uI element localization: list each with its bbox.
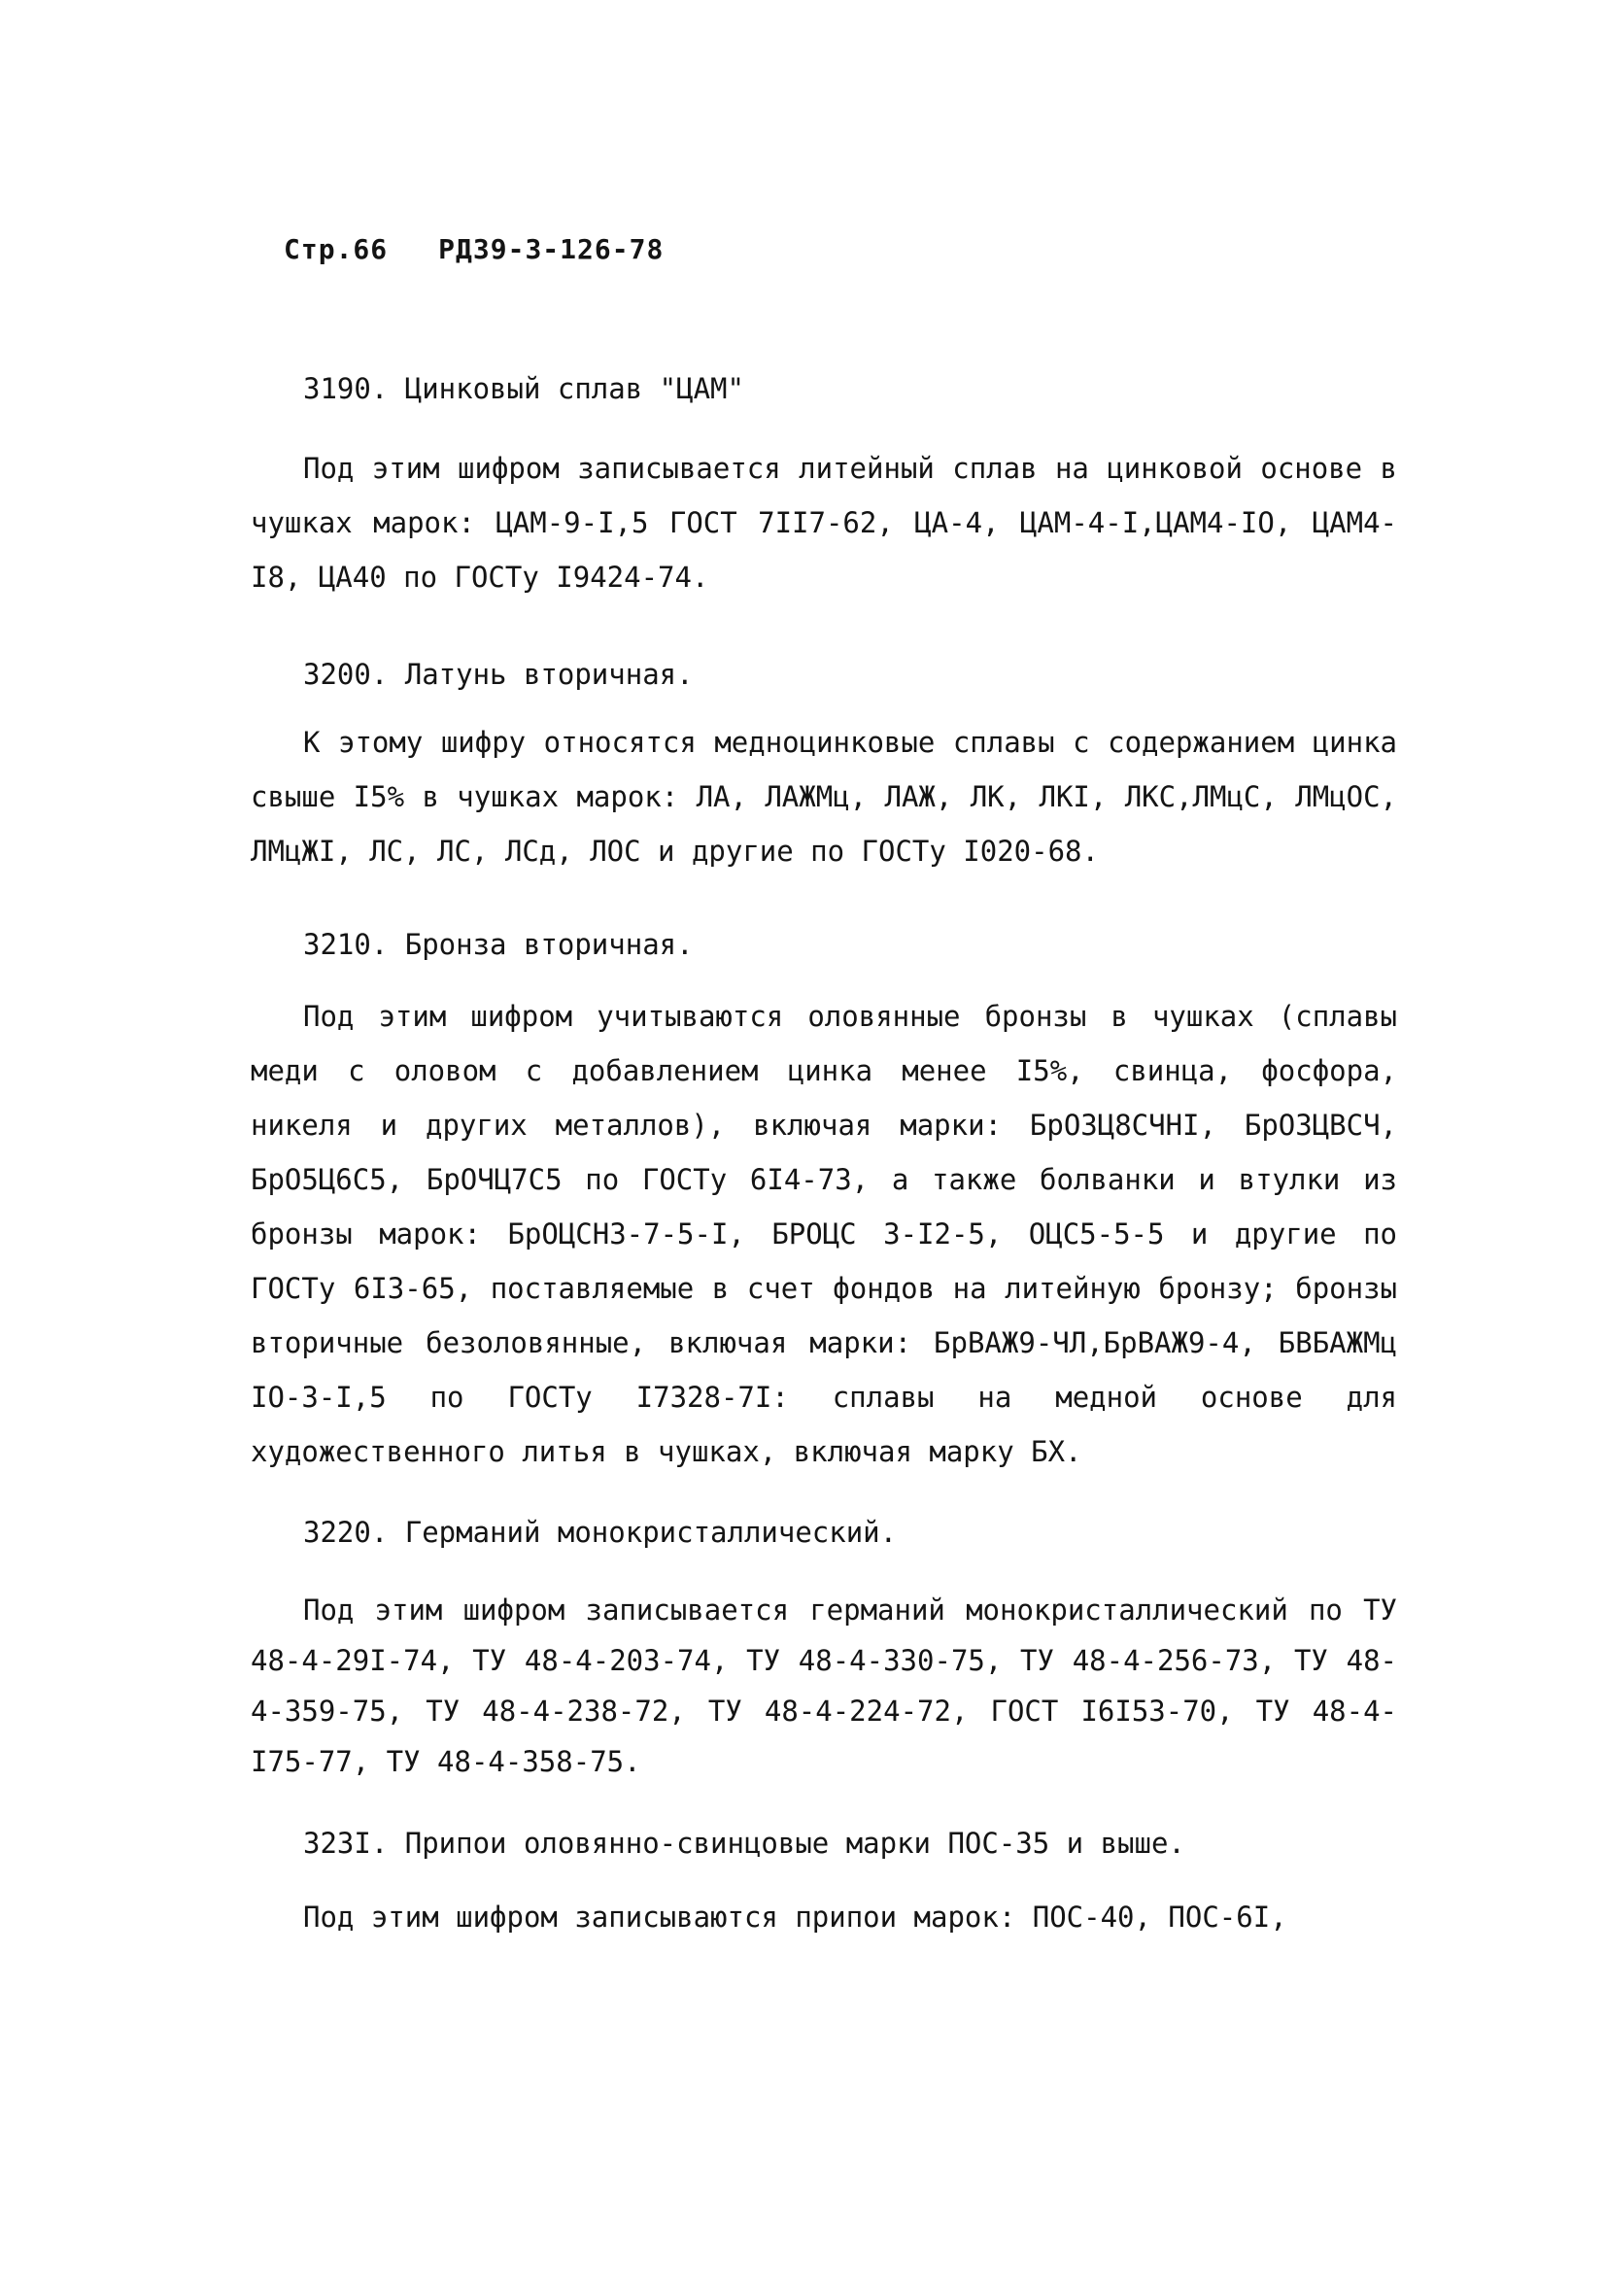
section-body: К этому шифру относятся медноцинковые сплавы с содержанием цинка свыше I5% в чушках марок: ЛА, ЛАЖМц, ЛАЖ, ЛК, ЛКI, ЛКС,ЛМцС, ЛМцОС, ЛМцЖI, ЛС, ЛС, ЛСд, ЛОС и другие по ГОСТу I020-68. [251, 726, 1397, 868]
section-body: Под этим шифром записываются припои марок: ПОС-40, ПОС-6I, [303, 1901, 1287, 1934]
document-code: РДЗ9-3-126-78 [438, 233, 665, 265]
section-title: 323I. Припои оловянно-свинцовые марки ПОС-35 и выше. [303, 1827, 1185, 1860]
page-number: Стр.66 [284, 233, 389, 265]
section-body: Под этим шифром записывается германий монокристаллический по ТУ 48-4-29I-74, ТУ 48-4-203-74, ТУ 48-4-330-75, ТУ 48-4-256-73, ТУ 48-4-359-75, ТУ 48-4-238-72, ТУ 48-4-224-72, ГОСТ I6I53-70, ТУ 48-4-I75-77, ТУ 48-4-358-75. [251, 1593, 1397, 1778]
section-body: Под этим шифром записывается литейный сплав на цинковой основе в чушках марок: ЦАМ-9-I,5 ГОСТ 7II7-62, ЦА-4, ЦАМ-4-I,ЦАМ4-IO, ЦАМ4-I8, ЦА40 по ГОСТу I9424-74. [251, 452, 1397, 594]
section-3200 [251, 655, 1397, 878]
section-title: 3200. Латунь вторичная. [303, 658, 694, 691]
section-title: 3220. Германий монокристаллический. [303, 1516, 898, 1549]
section-3231 [251, 1824, 1397, 1944]
section-3210 [251, 925, 1397, 1479]
section-3190 [251, 369, 1397, 604]
section-3220 [251, 1513, 1397, 1787]
section-title: 3210. Бронза вторичная. [303, 928, 694, 961]
section-title: 3190. Цинковый сплав "ЦАМ" [303, 372, 744, 405]
page-header [284, 233, 664, 265]
section-body: Под этим шифром учитываются оловянные бронзы в чушках (сплавы меди с оловом с добавлением цинка менее I5%, свинца, фосфора, никеля и других металлов), включая марки: БрОЗЦ8СЧНI, БрОЗЦВСЧ, БрО5Ц6С5, БрОЧЦ7С5 по ГОСТу 6I4-73, а также болванки и втулки из бронзы марок: БрОЦСНЗ-7-5-I, БРОЦС 3-I2-5, ОЦС5-5-5 и другие по ГОСТу 6I3-65, поставляемые в счет фондов на литейную бронзу; бронзы вторичные безоловянные, включая марки: БрВАЖ9-ЧЛ,БрВАЖ9-4, БВБАЖМц IO-3-I,5 по ГОСТу I7328-7I: сплавы на медной основе для художественного литья в чушках, включая марку БХ. [251, 1000, 1397, 1468]
